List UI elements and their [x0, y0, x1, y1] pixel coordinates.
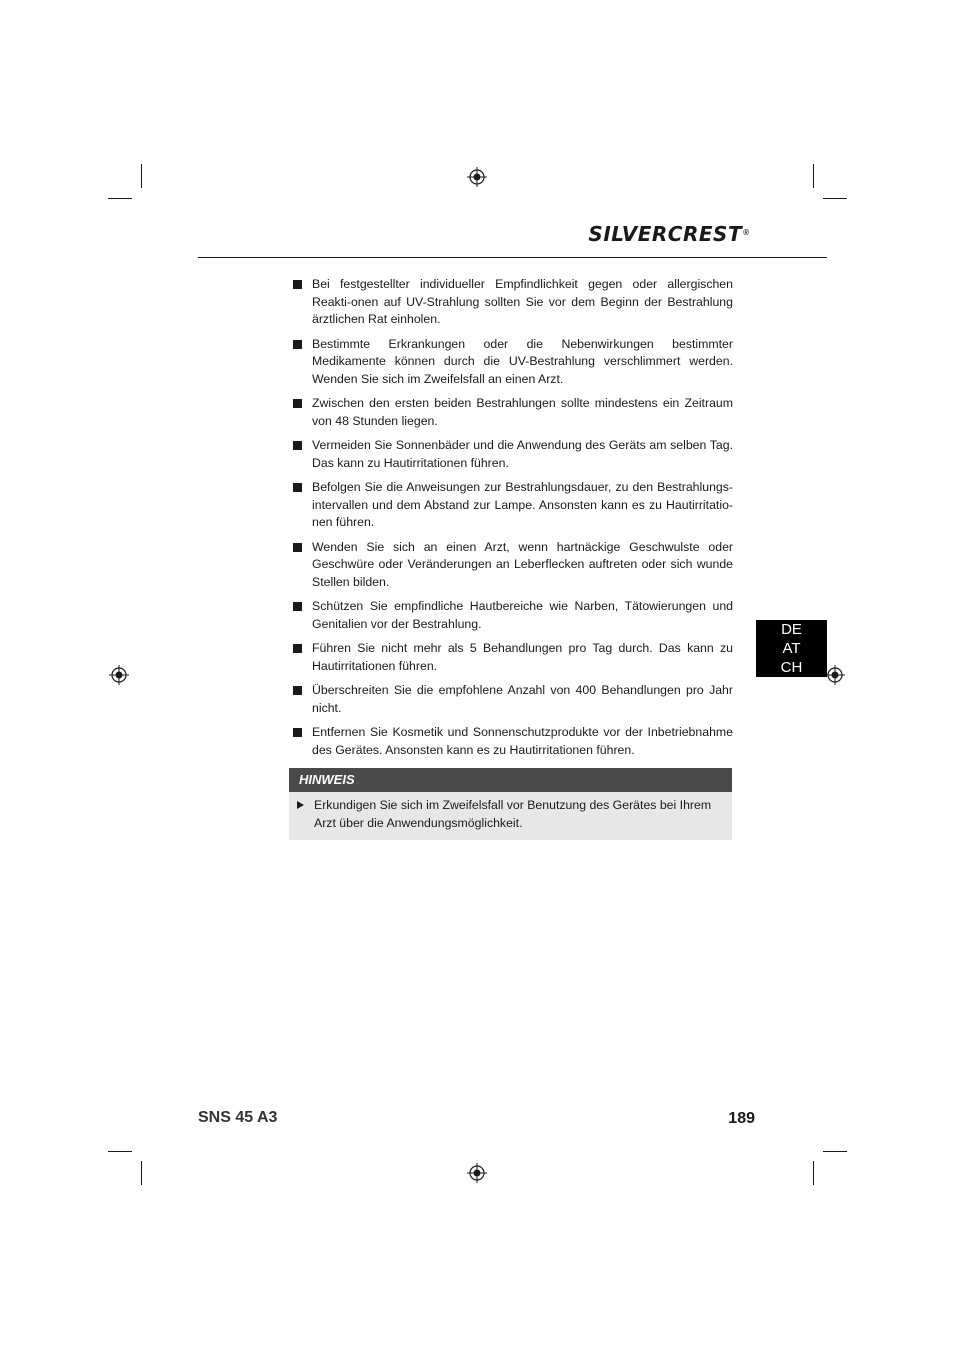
triangle-arrow-icon — [297, 801, 304, 809]
safety-list-item — [289, 539, 733, 592]
square-bullet-icon — [293, 340, 302, 349]
note-text: Erkundigen Sie sich im Zweifelsfall vor Benutzung des Gerätes bei Ihrem Arzt über die Anwendungsmöglichkeit. — [314, 798, 712, 830]
safety-list-item-text: Überschreiten Sie die empfohlene Anzahl von 400 Behandlungen pro Jahr nicht. — [312, 683, 733, 715]
safety-content — [289, 276, 733, 840]
square-bullet-icon — [293, 644, 302, 653]
crop-mark — [141, 164, 142, 188]
square-bullet-icon — [293, 399, 302, 408]
note-title: HINWEIS — [289, 768, 732, 792]
safety-list-item-text: Entfernen Sie Kosmetik und Sonnenschutzprodukte vor der Inbetriebnahme des Gerätes. Ansonsten kann es zu Hautirritationen führen. — [312, 725, 733, 757]
header-rule — [198, 257, 827, 258]
square-bullet-icon — [293, 280, 302, 289]
safety-list-item — [289, 336, 733, 389]
crop-mark — [823, 1151, 847, 1152]
square-bullet-icon — [293, 441, 302, 450]
safety-list-item — [289, 479, 733, 532]
square-bullet-icon — [293, 543, 302, 552]
language-code: AT — [782, 640, 801, 657]
safety-list-item-text: Vermeiden Sie Sonnenbäder und die Anwendung des Geräts am selben Tag. Das kann zu Hautirritationen führen. — [312, 438, 733, 470]
brand-logo-text: SILVERCREST — [588, 222, 743, 246]
language-code: CH — [780, 659, 803, 676]
crop-mark — [108, 198, 132, 199]
square-bullet-icon — [293, 728, 302, 737]
square-bullet-icon — [293, 602, 302, 611]
language-code: DE — [781, 621, 802, 638]
safety-list-item-text: Zwischen den ersten beiden Bestrahlungen sollte mindestens ein Zeitraum von 48 Stunden liegen. — [312, 396, 733, 428]
safety-list-item — [289, 724, 733, 759]
footer-model: SNS 45 A3 — [198, 1109, 278, 1126]
language-tab — [756, 620, 827, 677]
safety-list-item — [289, 640, 733, 675]
crop-mark — [108, 1151, 132, 1152]
safety-list-item-text: Bestimmte Erkrankungen oder die Nebenwirkungen bestimmter Medikamente können durch die UV-Bestrahlung verschlimmert werden. Wenden Sie sich im Zweifelsfall an einen Arzt. — [312, 336, 733, 386]
registration-mark-icon — [109, 665, 129, 685]
registration-mark-icon — [467, 1163, 487, 1183]
safety-list-item — [289, 682, 733, 717]
safety-list-item-text: Bei festgestellter individueller Empfindlichkeit gegen oder allergischen Reakti-onen auf UV-Strahlung sollten Sie vor dem Beginn der Bestrahlung ärztlichen Rat einholen. — [312, 277, 733, 326]
registration-mark-icon — [825, 665, 845, 685]
note-box — [289, 768, 732, 840]
square-bullet-icon — [293, 686, 302, 695]
safety-list-item-text: Wenden Sie sich an einen Arzt, wenn hartnäckige Geschwulste oder Geschwüre oder Veränderungen an Leberflecken auftreten oder sich wunde Stellen bilden. — [312, 539, 733, 589]
safety-list-item — [289, 395, 733, 430]
crop-mark — [813, 1161, 814, 1185]
crop-mark — [141, 1161, 142, 1185]
safety-list-item-text: Schützen Sie empfindliche Hautbereiche wie Narben, Tätowierungen und Genitalien vor der Bestrahlung. — [312, 599, 733, 631]
safety-list-item-text: Befolgen Sie die Anweisungen zur Bestrahlungsdauer, zu den Bestrahlungs-intervallen und dem Abstand zur Lampe. Ansonsten kann es zu Hautirritatio-nen führen. — [312, 480, 733, 529]
crop-mark — [813, 164, 814, 188]
crop-mark — [823, 198, 847, 199]
registration-mark-icon — [467, 167, 487, 187]
registered-mark: ® — [743, 228, 749, 237]
safety-list-item — [289, 437, 733, 472]
note-body — [289, 792, 732, 840]
page-number: 189 — [728, 1110, 755, 1127]
square-bullet-icon — [293, 483, 302, 492]
safety-list-item-text: Führen Sie nicht mehr als 5 Behandlungen pro Tag durch. Das kann zu Hautirritationen führen. — [312, 641, 733, 673]
safety-list-item — [289, 276, 733, 329]
brand-logo — [588, 222, 749, 252]
safety-list-item — [289, 598, 733, 633]
